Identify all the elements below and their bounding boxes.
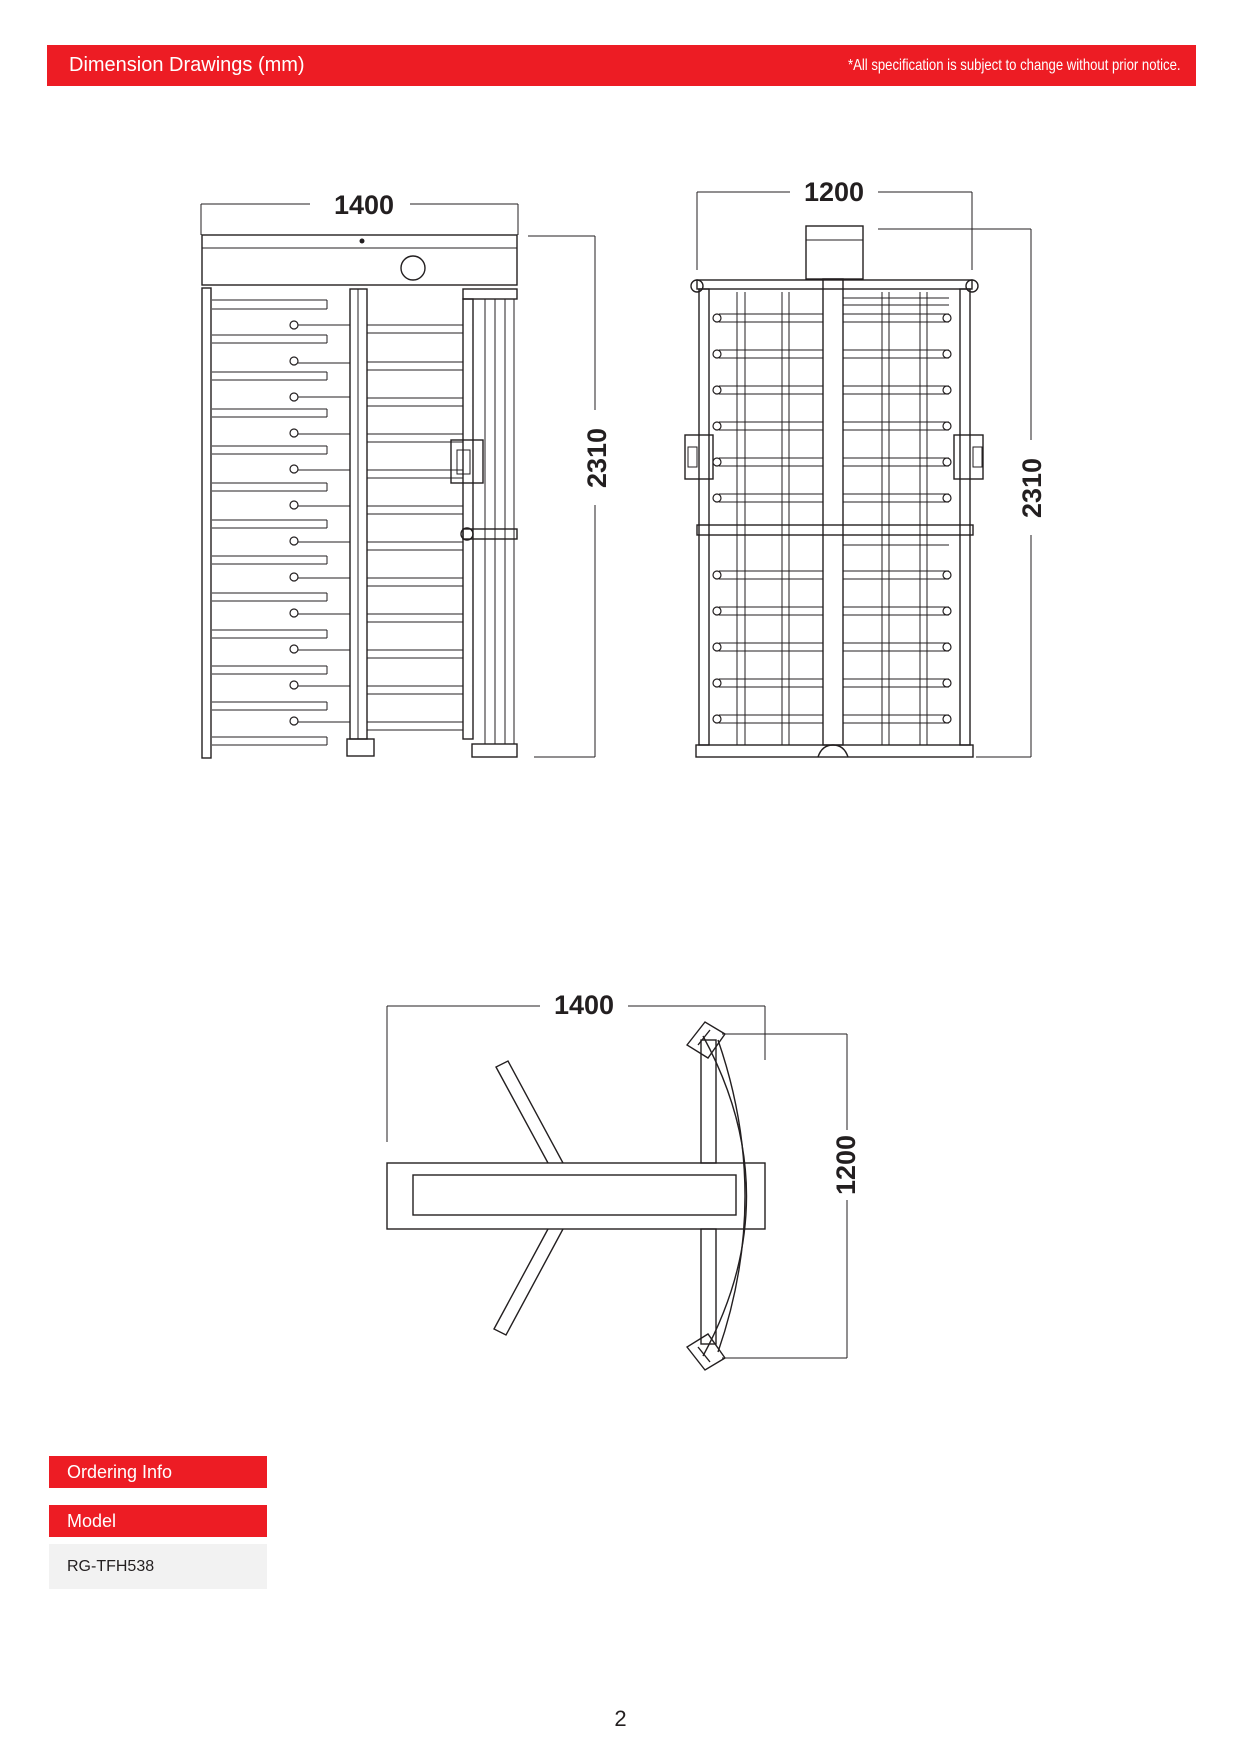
page-number: 2 bbox=[614, 1706, 627, 1731]
side-width-label: 1200 bbox=[803, 177, 865, 207]
front-view-drawing bbox=[201, 190, 612, 758]
side-view-drawing bbox=[685, 177, 1047, 757]
top-view-drawing bbox=[387, 990, 861, 1370]
spec-notice: *All specification is subject to change without prior notice. bbox=[848, 56, 1181, 74]
model-value: RG-TFH538 bbox=[49, 1544, 267, 1589]
top-depth-label: 1200 bbox=[831, 1134, 861, 1196]
page-title: Dimension Drawings (mm) bbox=[69, 54, 305, 76]
front-width-label: 1400 bbox=[333, 190, 395, 220]
top-width-label: 1400 bbox=[553, 990, 615, 1020]
model-label: Model bbox=[49, 1505, 267, 1537]
front-height-label: 2310 bbox=[582, 427, 612, 489]
side-height-label: 2310 bbox=[1017, 457, 1047, 519]
ordering-info-label: Ordering Info bbox=[49, 1456, 267, 1488]
